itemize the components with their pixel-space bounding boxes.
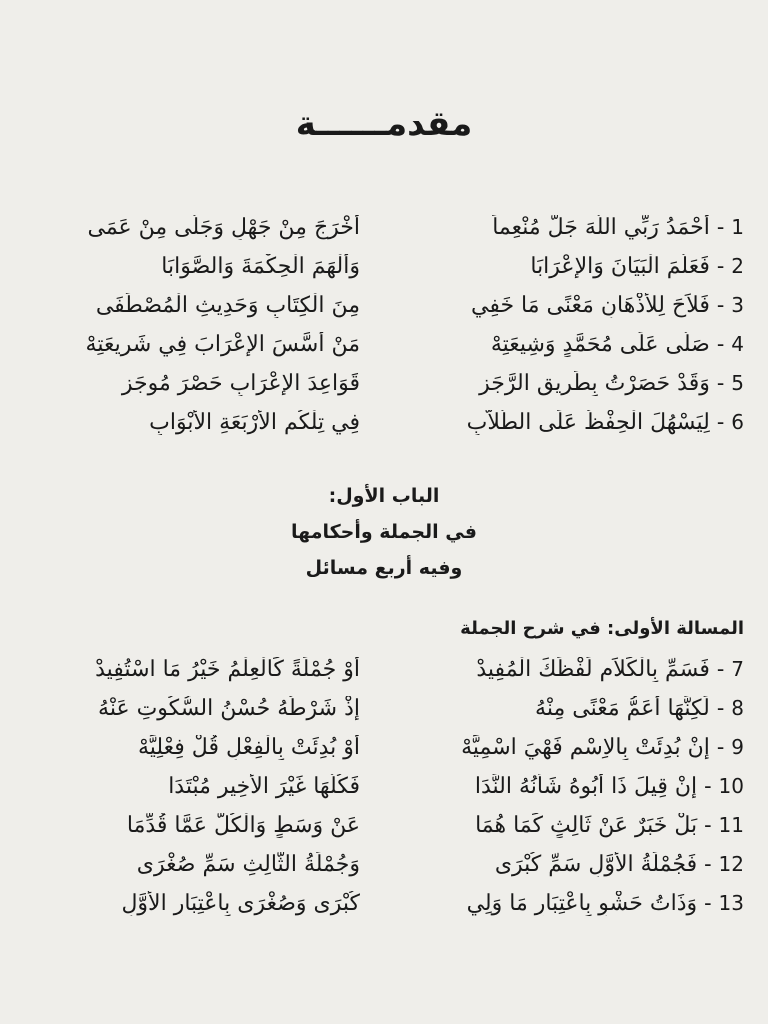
verse-row (30, 767, 744, 806)
verse-second-hemistich: وَأَلْهَمَ الْحِكْمَةَ وَالصَّوَابَا (161, 254, 360, 279)
verse-second-hemistich: عَنْ وَسَطٍ وَالْكُلُّ عَمَّا قُدِّمَا (126, 813, 360, 838)
verse-second-hemistich: فَكُلُّهَا غَيْرَ الأَخِيرِ مُبْتَدَا (168, 774, 360, 799)
chapter-subtitle: وفيه أربع مسائل (305, 557, 463, 579)
verse-text: فَجُمْلَةُ الأَوَّلِ سَمِّ كُبْرَى (494, 852, 698, 877)
verse-row (30, 650, 744, 689)
page-title: مقدمــــــة (295, 104, 473, 144)
verse-second-hemistich: وَجُمْلَةُ الثَّالِثِ سَمِّ صُغْرَى (136, 852, 360, 877)
section-verses (30, 650, 744, 923)
verse-row (30, 806, 744, 845)
verse-number: 3 (731, 293, 744, 317)
verse-row (30, 325, 744, 364)
verse-number: 9 (731, 735, 744, 759)
verse-number: 2 (731, 254, 744, 278)
verse-first-hemistich: 10 - إِنْ قِيلَ ذَا أَبُوهُ شَأْنُهُ النَّدَا (474, 774, 744, 799)
verse-row (30, 845, 744, 884)
verse-first-hemistich: 8 - لَكِنَّهَا أَعَمُّ مَعْنًى مِنْهُ (535, 696, 744, 721)
verse-text: لَكِنَّهَا أَعَمُّ مَعْنًى مِنْهُ (535, 696, 710, 721)
chapter-title: في الجملة وأحكامها (291, 521, 477, 543)
verse-text: إِنْ قِيلَ ذَا أَبُوهُ شَأْنُهُ النَّدَا (474, 774, 698, 799)
verse-row (30, 208, 744, 247)
verse-number: 12 (718, 852, 744, 876)
verse-text: وَذَاتُ حَشْوٍ بِاعْتِبَارِ مَا وَلِي (466, 891, 698, 916)
verse-first-hemistich: 2 - فَعَلَّمَ الْبَيَانَ وَالإِعْرَابَا (530, 254, 744, 279)
verse-second-hemistich: قَوَاعِدَ الإِعْرَابِ حَصْرَ مُوجَزِ (121, 371, 360, 396)
verse-row (30, 728, 744, 767)
verse-second-hemistich: أَوْ جُمْلَةً كَالْعِلْمُ خَيْرُ مَا اسْتُفِيدْ (95, 657, 360, 682)
verse-first-hemistich: 9 - إِنْ بُدِئَتْ بِالاِسْمِ فَهْيَ اسْمِيَّهْ (461, 735, 744, 760)
verse-text: بَلْ خَبَرٌ عَنْ ثَالِثٍ كَمَا هُمَا (475, 813, 698, 838)
verse-number: 8 (731, 696, 744, 720)
verse-text: صَلَّى عَلَى مُحَمَّدٍ وَشِيعَتِهْ (490, 332, 710, 357)
verse-number: 11 (718, 813, 744, 837)
verse-number: 4 (731, 332, 744, 356)
verse-row (30, 364, 744, 403)
verse-first-hemistich: 4 - صَلَّى عَلَى مُحَمَّدٍ وَشِيعَتِهْ (490, 332, 744, 357)
verse-first-hemistich: 11 - بَلْ خَبَرٌ عَنْ ثَالِثٍ كَمَا هُمَا (475, 813, 744, 838)
verse-second-hemistich: مِنَ الْكِتَابِ وَحَدِيثِ الْمُصْطَفَى (95, 293, 360, 318)
verse-first-hemistich: 3 - فَلاَحَ لِلأَذْهَانِ مَعْنًى مَا خَفِي (471, 293, 744, 318)
verse-first-hemistich: 5 - وَقَدْ حَصَرْتُ بِطَرِيقِ الرَّجَزِ (479, 371, 744, 396)
verse-row (30, 247, 744, 286)
verse-number: 7 (731, 657, 744, 681)
verse-second-hemistich: فِي تِلْكُمِ الأَرْبَعَةِ الأَبْوَابِ (149, 410, 360, 435)
verse-text: وَقَدْ حَصَرْتُ بِطَرِيقِ الرَّجَزِ (479, 371, 710, 396)
verse-second-hemistich: كُبْرَى وَصُغْرَى بِاعْتِبَارِ الأَوَّلِ (121, 891, 360, 916)
verse-first-hemistich: 1 - أَحْمَدُ رَبِّي اللَّهَ جَلَّ مُنْعِماً (492, 215, 744, 240)
chapter-label: الباب الأول: (328, 485, 440, 507)
verse-text: فَسَمِّ بِالْكَلاَمِ لَفْظَكَ الْمُفِيدْ (476, 657, 710, 682)
intro-verses (30, 208, 744, 442)
verse-number: 6 (731, 410, 744, 434)
verse-row (30, 286, 744, 325)
verse-number: 5 (731, 371, 744, 395)
verse-text: أَحْمَدُ رَبِّي اللَّهَ جَلَّ مُنْعِماً (492, 215, 710, 240)
verse-number: 13 (718, 891, 744, 915)
verse-first-hemistich: 13 - وَذَاتُ حَشْوٍ بِاعْتِبَارِ مَا وَلِي (466, 891, 744, 916)
chapter-heading (0, 478, 768, 586)
verse-second-hemistich: إِذْ شَرْطُهُ حُسْنُ السُّكُوتِ عَنْهُ (98, 696, 360, 721)
verse-second-hemistich: أَوْ بُدِئَتْ بِالْفِعْلِ قُلْ فِعْلِيَّهْ (137, 735, 360, 760)
verse-second-hemistich: أَخْرَجَ مِنْ جَهْلٍ وَجَلَّى مِنْ عَمَى (87, 215, 360, 240)
verse-row (30, 403, 744, 442)
verse-text: فَعَلَّمَ الْبَيَانَ وَالإِعْرَابَا (530, 254, 710, 279)
verse-first-hemistich: 6 - لِيَسْهُلَ الْحِفْظُ عَلَى الطُّلاَّبِ (466, 410, 744, 435)
verse-first-hemistich: 7 - فَسَمِّ بِالْكَلاَمِ لَفْظَكَ الْمُفِيدْ (476, 657, 744, 682)
verse-text: لِيَسْهُلَ الْحِفْظُ عَلَى الطُّلاَّبِ (466, 410, 710, 435)
verse-text: إِنْ بُدِئَتْ بِالاِسْمِ فَهْيَ اسْمِيَّهْ (461, 735, 710, 760)
verse-first-hemistich: 12 - فَجُمْلَةُ الأَوَّلِ سَمِّ كُبْرَى (494, 852, 744, 877)
verse-number: 1 (731, 215, 744, 239)
verse-row (30, 689, 744, 728)
verse-row (30, 884, 744, 923)
verse-number: 10 (718, 774, 744, 798)
section-title: المسالة الأولى: في شرح الجملة (460, 618, 744, 639)
verse-second-hemistich: مَنْ أَسَّسَ الإِعْرَابَ فِي شَرِيعَتِهْ (85, 332, 360, 357)
verse-text: فَلاَحَ لِلأَذْهَانِ مَعْنًى مَا خَفِي (471, 293, 710, 318)
